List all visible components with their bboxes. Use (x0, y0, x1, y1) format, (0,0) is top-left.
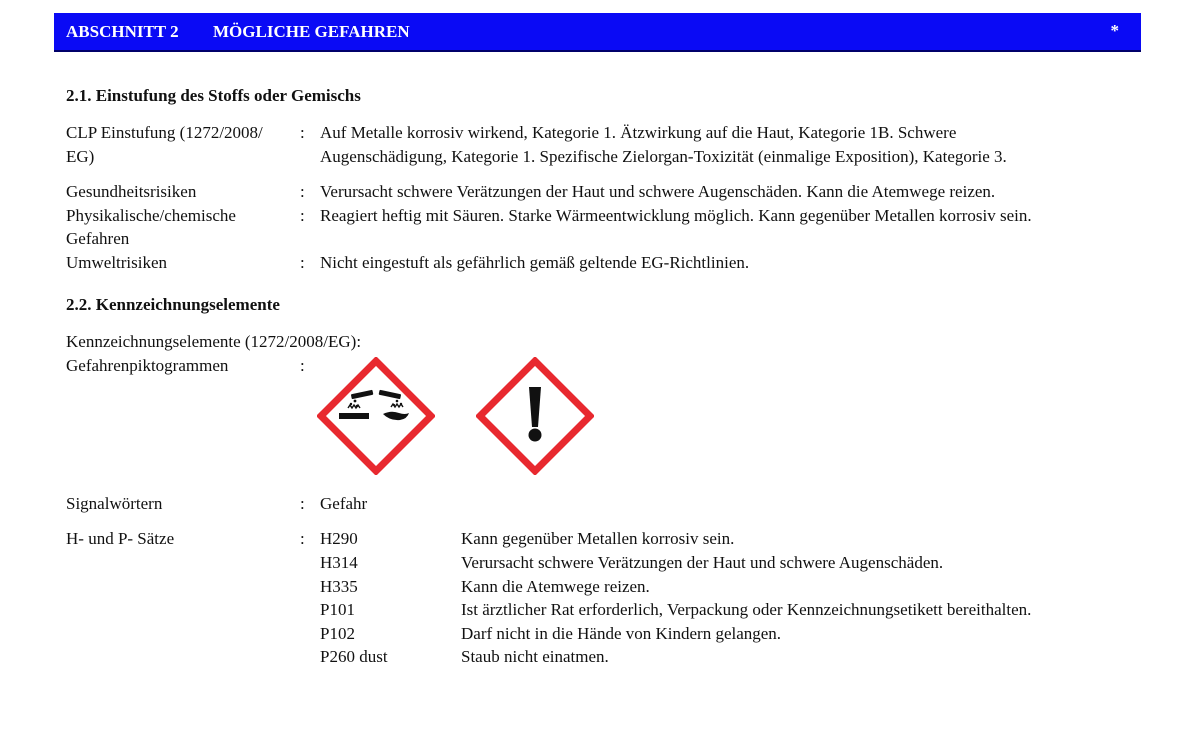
statement-text: Staub nicht einatmen. (461, 647, 609, 666)
hp-statements-colon: : (300, 529, 305, 548)
statement-code: P260 dust (320, 647, 388, 666)
statement-code: H335 (320, 577, 358, 596)
clp-colon: : (300, 123, 305, 142)
health-risks-colon: : (300, 182, 305, 201)
pictograms-colon: : (300, 356, 305, 375)
environment-risks-colon: : (300, 253, 305, 272)
clp-value-line2: Augenschädigung, Kategorie 1. Spezifische Zielorgan-Toxizität (einmalige Exposition), Kategorie 3. (320, 147, 1007, 166)
clp-label-line1: CLP Einstufung (1272/2008/ (66, 123, 263, 142)
statement-text: Darf nicht in die Hände von Kindern gelangen. (461, 624, 782, 643)
section-number: ABSCHNITT 2 (66, 22, 179, 41)
signal-word-label: Signalwörtern (66, 494, 163, 513)
statement-code: P102 (320, 624, 355, 643)
statement-text: Verursacht schwere Verätzungen der Haut und schwere Augenschäden. (461, 553, 944, 572)
subsection-heading-2-1: 2.1. Einstufung des Stoffs oder Gemischs (66, 86, 361, 105)
statement-text: Ist ärztlicher Rat erforderlich, Verpackung oder Kennzeichnungsetikett bereithalten. (461, 600, 1032, 619)
ghs05-corrosion-icon (317, 357, 435, 475)
hp-statements-label: H- und P- Sätze (66, 529, 175, 548)
statement-code: H314 (320, 553, 358, 572)
statement-text: Kann gegenüber Metallen korrosiv sein. (461, 529, 735, 548)
clp-value-line1: Auf Metalle korrosiv wirkend, Kategorie 1. Ätzwirkung auf die Haut, Kategorie 1B. Schwere (320, 123, 957, 142)
subsection-heading-2-2: 2.2. Kennzeichnungselemente (66, 295, 280, 314)
section-title: MÖGLICHE GEFAHREN (213, 22, 410, 41)
health-risks-value: Verursacht schwere Verätzungen der Haut und schwere Augenschäden. Kann die Atemwege reizen. (320, 182, 996, 201)
statement-code: P101 (320, 600, 355, 619)
pictograms-label: Gefahrenpiktogrammen (66, 356, 229, 375)
revision-marker: * (1110, 21, 1119, 40)
environment-risks-value: Nicht eingestuft als gefährlich gemäß geltende EG-Richtlinien. (320, 253, 750, 272)
health-risks-label: Gesundheitsrisiken (66, 182, 197, 201)
physchem-value: Reagiert heftig mit Säuren. Starke Wärmeentwicklung möglich. Kann gegenüber Metallen korrosiv sein. (320, 206, 1032, 225)
clp-label-line2: EG) (66, 147, 95, 166)
signal-word-value: Gefahr (320, 494, 368, 513)
physchem-label-line1: Physikalische/chemische (66, 206, 236, 225)
statement-code: H290 (320, 529, 358, 548)
physchem-label-line2: Gefahren (66, 229, 130, 248)
labelling-intro: Kennzeichnungselemente (1272/2008/EG): (66, 332, 362, 351)
physchem-colon: : (300, 206, 305, 225)
section-banner (54, 13, 1141, 52)
signal-word-colon: : (300, 494, 305, 513)
statement-text: Kann die Atemwege reizen. (461, 577, 650, 596)
environment-risks-label: Umweltrisiken (66, 253, 168, 272)
ghs07-exclamation-mark-icon (476, 357, 594, 475)
